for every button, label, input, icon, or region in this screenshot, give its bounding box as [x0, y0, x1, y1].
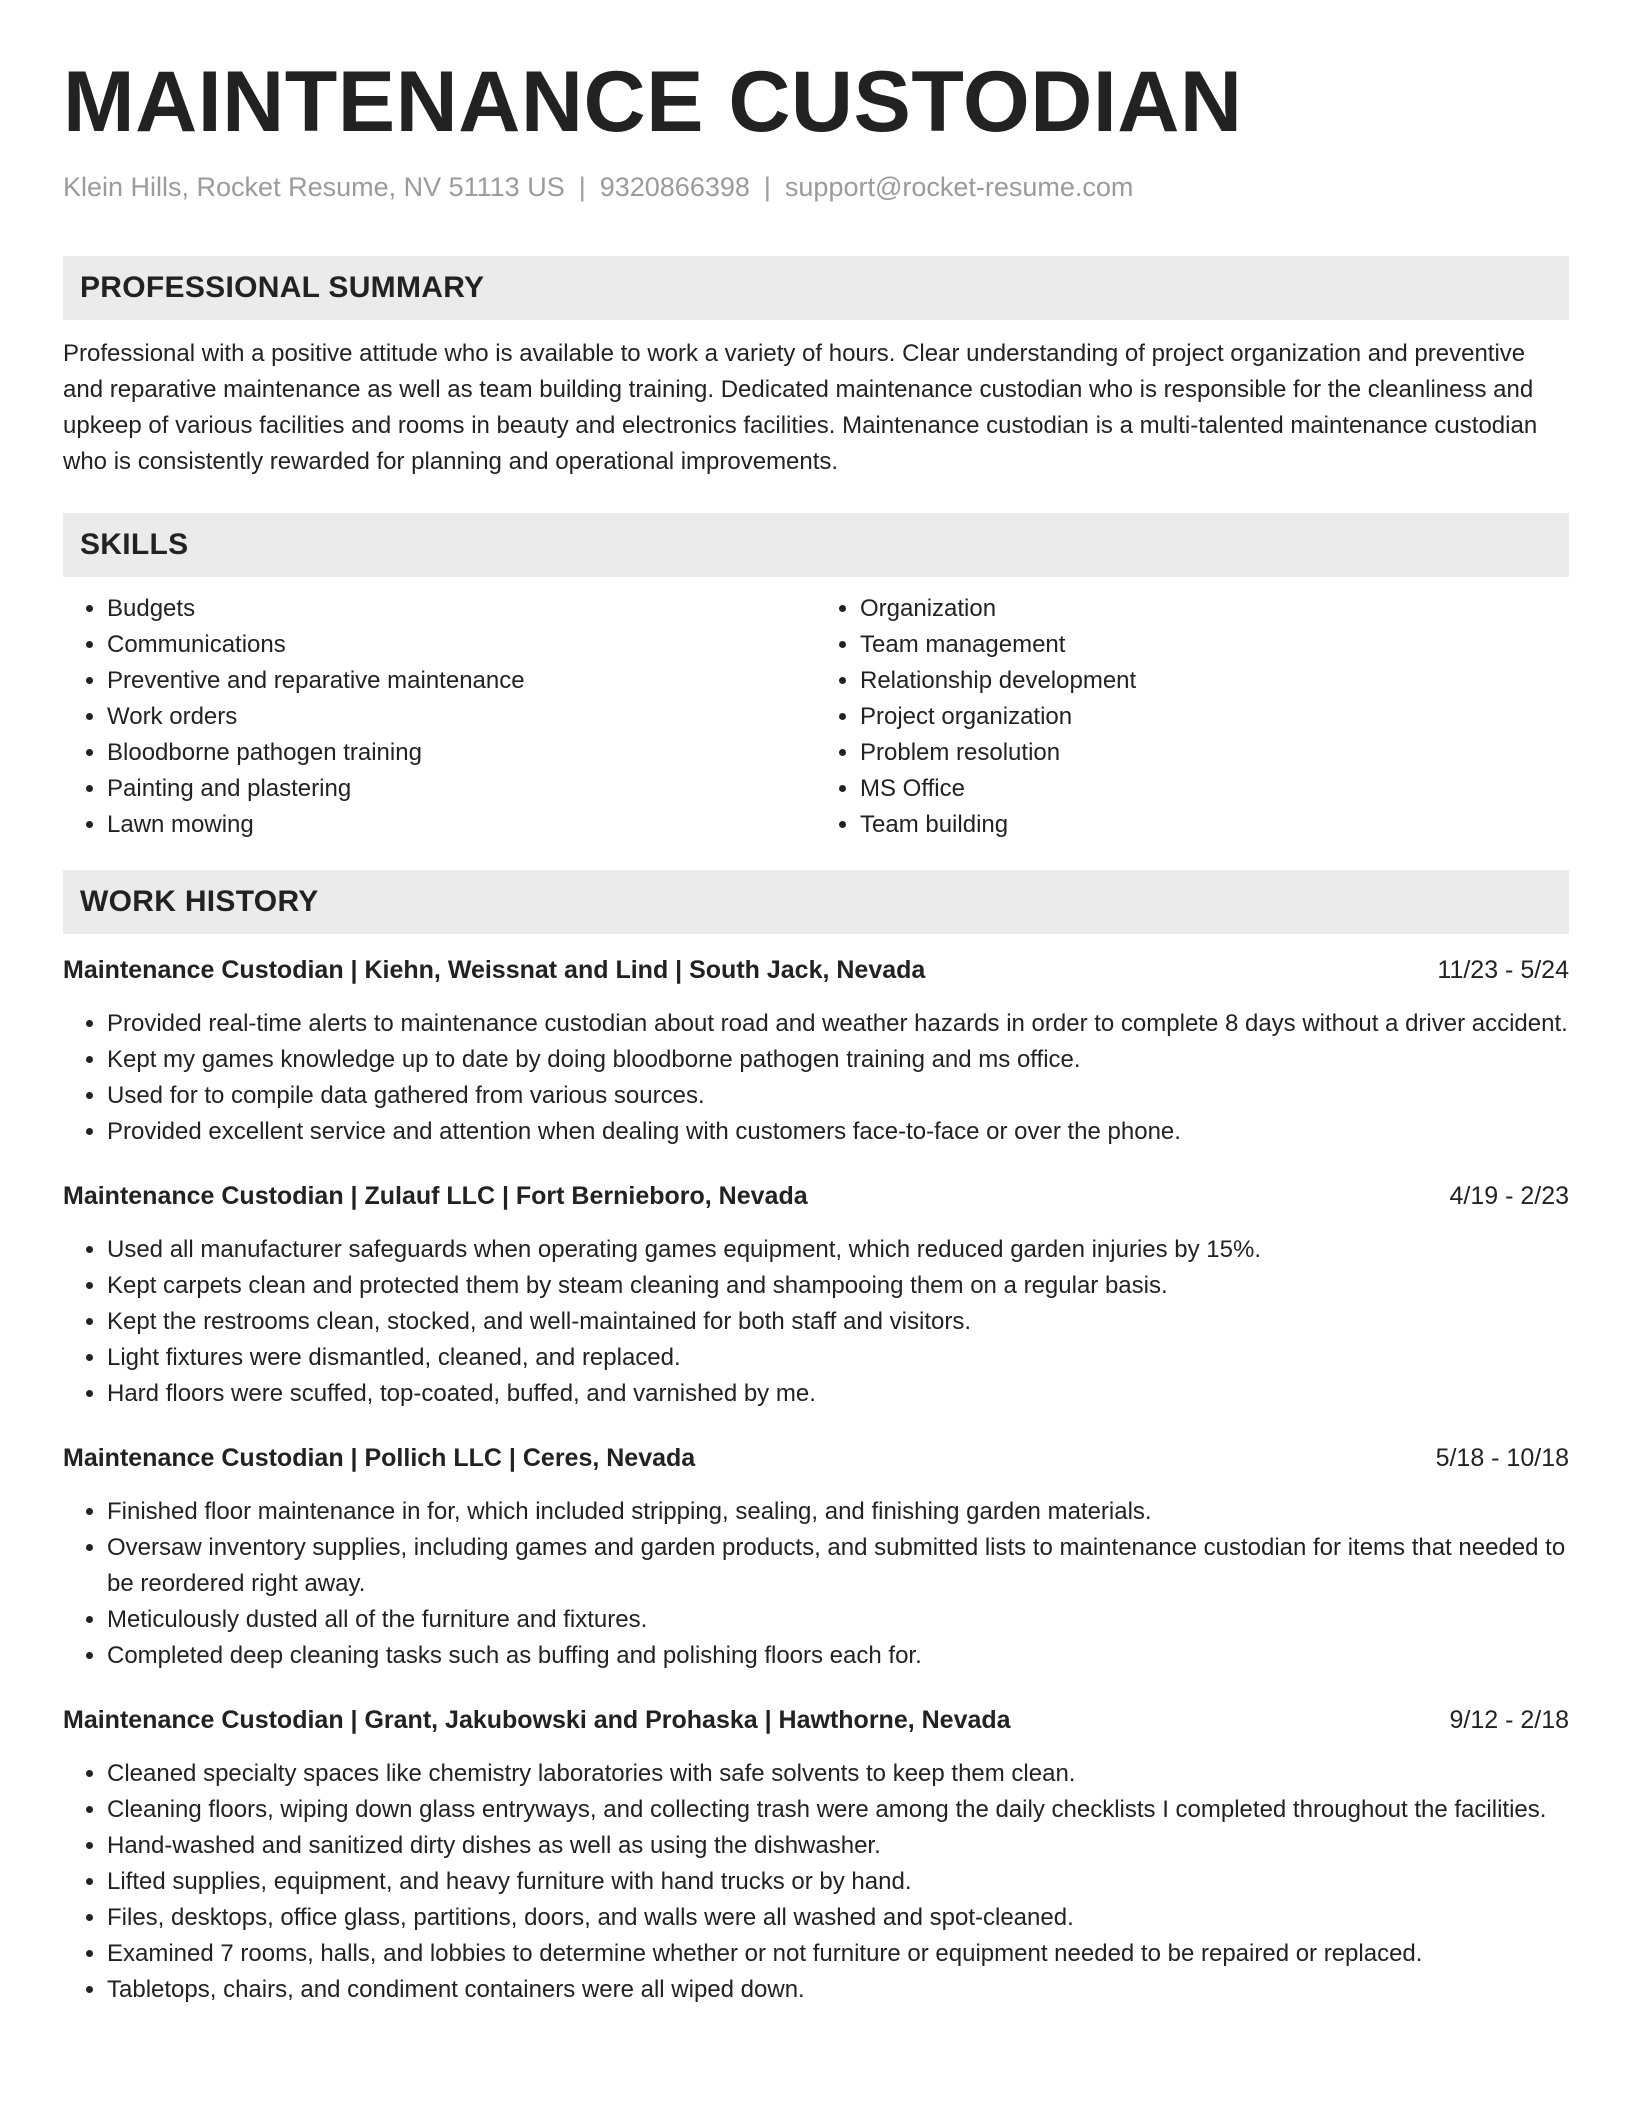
job-entry: [63, 1178, 1569, 1412]
candidate-name: MAINTENANCE CUSTODIAN: [63, 54, 1243, 150]
job-bullet: • Completed deep cleaning tasks such as buffing and polishing floors each for.: [107, 1638, 1569, 1674]
job-bullet: • Used for to compile data gathered from various sources.: [107, 1078, 1569, 1114]
section-heading-skills: SKILLS: [63, 513, 1569, 577]
job-bullets: [63, 1756, 1569, 2008]
job-bullet: • Provided real-time alerts to maintenance custodian about road and weather hazards in order to complete 8 days without a driver accident.: [107, 1006, 1569, 1042]
skill-item: • Team management: [860, 627, 1569, 663]
skill-item: • Budgets: [107, 591, 816, 627]
contact-separator: |: [763, 172, 771, 202]
job-bullets: [63, 1494, 1569, 1674]
job-header: [63, 952, 1569, 988]
section-heading-work-history: WORK HISTORY: [63, 870, 1569, 934]
job-bullet: • Cleaning floors, wiping down glass entryways, and collecting trash were among the daily checklists I completed throughout the facilities.: [107, 1792, 1569, 1828]
summary-text: Professional with a positive attitude who is available to work a variety of hours. Clear understanding of project organization and preventive and reparative maintenance as well as team building training. Dedicated maintenance custodian who is responsible for the cleanliness and upkeep of various facilities and rooms in beauty and electronics facilities. Maintenance custodian is a multi-talented maintenance custodian who is consistently rewarded for planning and operational improvements.: [63, 340, 1538, 475]
job-bullet: • Lifted supplies, equipment, and heavy furniture with hand trucks or by hand.: [107, 1864, 1569, 1900]
skill-item: • Work orders: [107, 699, 816, 735]
job-title: Maintenance Custodian | Kiehn, Weissnat and Lind | South Jack, Nevada: [63, 956, 926, 984]
job-bullet: • Oversaw inventory supplies, including games and garden products, and submitted lists to maintenance custodian for items that needed to be reordered right away.: [107, 1530, 1569, 1602]
skill-item: • Problem resolution: [860, 735, 1569, 771]
skill-item: • Project organization: [860, 699, 1569, 735]
job-entry: [63, 952, 1569, 1150]
skill-item: • Painting and plastering: [107, 771, 816, 807]
skills-column-right: [816, 591, 1569, 843]
job-entry: [63, 1440, 1569, 1674]
skill-item: • Lawn mowing: [107, 807, 816, 843]
job-bullet: • Kept carpets clean and protected them by steam cleaning and shampooing them on a regular basis.: [107, 1268, 1569, 1304]
job-bullet: • Cleaned specialty spaces like chemistry laboratories with safe solvents to keep them clean.: [107, 1756, 1569, 1792]
job-dates: 11/23 - 5/24: [1437, 956, 1569, 984]
job-bullet: • Examined 7 rooms, halls, and lobbies to determine whether or not furniture or equipment needed to be repaired or replaced.: [107, 1936, 1569, 1972]
skill-item: • MS Office: [860, 771, 1569, 807]
job-bullet: • Tabletops, chairs, and condiment containers were all wiped down.: [107, 1972, 1569, 2008]
job-bullet: • Meticulously dusted all of the furniture and fixtures.: [107, 1602, 1569, 1638]
job-title: Maintenance Custodian | Pollich LLC | Ceres, Nevada: [63, 1444, 696, 1472]
contact-email: support@rocket-resume.com: [784, 172, 1134, 202]
job-bullet: • Hard floors were scuffed, top-coated, buffed, and varnished by me.: [107, 1376, 1569, 1412]
job-dates: 5/18 - 10/18: [1435, 1444, 1569, 1472]
job-bullet: • Kept my games knowledge up to date by doing bloodborne pathogen training and ms office.: [107, 1042, 1569, 1078]
job-bullet: • Light fixtures were dismantled, cleaned, and replaced.: [107, 1340, 1569, 1376]
skills-list: [63, 591, 1569, 843]
job-bullet: • Kept the restrooms clean, stocked, and well-maintained for both staff and visitors.: [107, 1304, 1569, 1340]
job-title: Maintenance Custodian | Grant, Jakubowski and Prohaska | Hawthorne, Nevada: [63, 1706, 1011, 1734]
job-bullet: • Used all manufacturer safeguards when operating games equipment, which reduced garden injuries by 15%.: [107, 1232, 1569, 1268]
contact-phone: 9320866398: [599, 172, 750, 202]
skill-item: • Bloodborne pathogen training: [107, 735, 816, 771]
contact-line: [63, 170, 1569, 204]
job-bullets: [63, 1006, 1569, 1150]
job-bullet: • Finished floor maintenance in for, which included stripping, sealing, and finishing garden materials.: [107, 1494, 1569, 1530]
skill-item: • Organization: [860, 591, 1569, 627]
skill-item: • Preventive and reparative maintenance: [107, 663, 816, 699]
job-bullet: • Hand-washed and sanitized dirty dishes as well as using the dishwasher.: [107, 1828, 1569, 1864]
contact-separator: |: [578, 172, 586, 202]
job-bullets: [63, 1232, 1569, 1412]
skill-item: • Relationship development: [860, 663, 1569, 699]
job-bullet: • Files, desktops, office glass, partitions, doors, and walls were all washed and spot-cleaned.: [107, 1900, 1569, 1936]
job-title: Maintenance Custodian | Zulauf LLC | Fort Bernieboro, Nevada: [63, 1182, 808, 1210]
job-header: [63, 1178, 1569, 1214]
job-header: [63, 1702, 1569, 1738]
job-header: [63, 1440, 1569, 1476]
section-heading-summary: PROFESSIONAL SUMMARY: [63, 256, 1569, 320]
job-dates: 9/12 - 2/18: [1449, 1706, 1569, 1734]
skill-item: • Communications: [107, 627, 816, 663]
job-entry: [63, 1702, 1569, 2008]
skill-item: • Team building: [860, 807, 1569, 843]
skills-column-left: [63, 591, 816, 843]
job-dates: 4/19 - 2/23: [1449, 1182, 1569, 1210]
contact-address: Klein Hills, Rocket Resume, NV 51113 US: [63, 172, 565, 202]
job-bullet: • Provided excellent service and attention when dealing with customers face-to-face or over the phone.: [107, 1114, 1569, 1150]
